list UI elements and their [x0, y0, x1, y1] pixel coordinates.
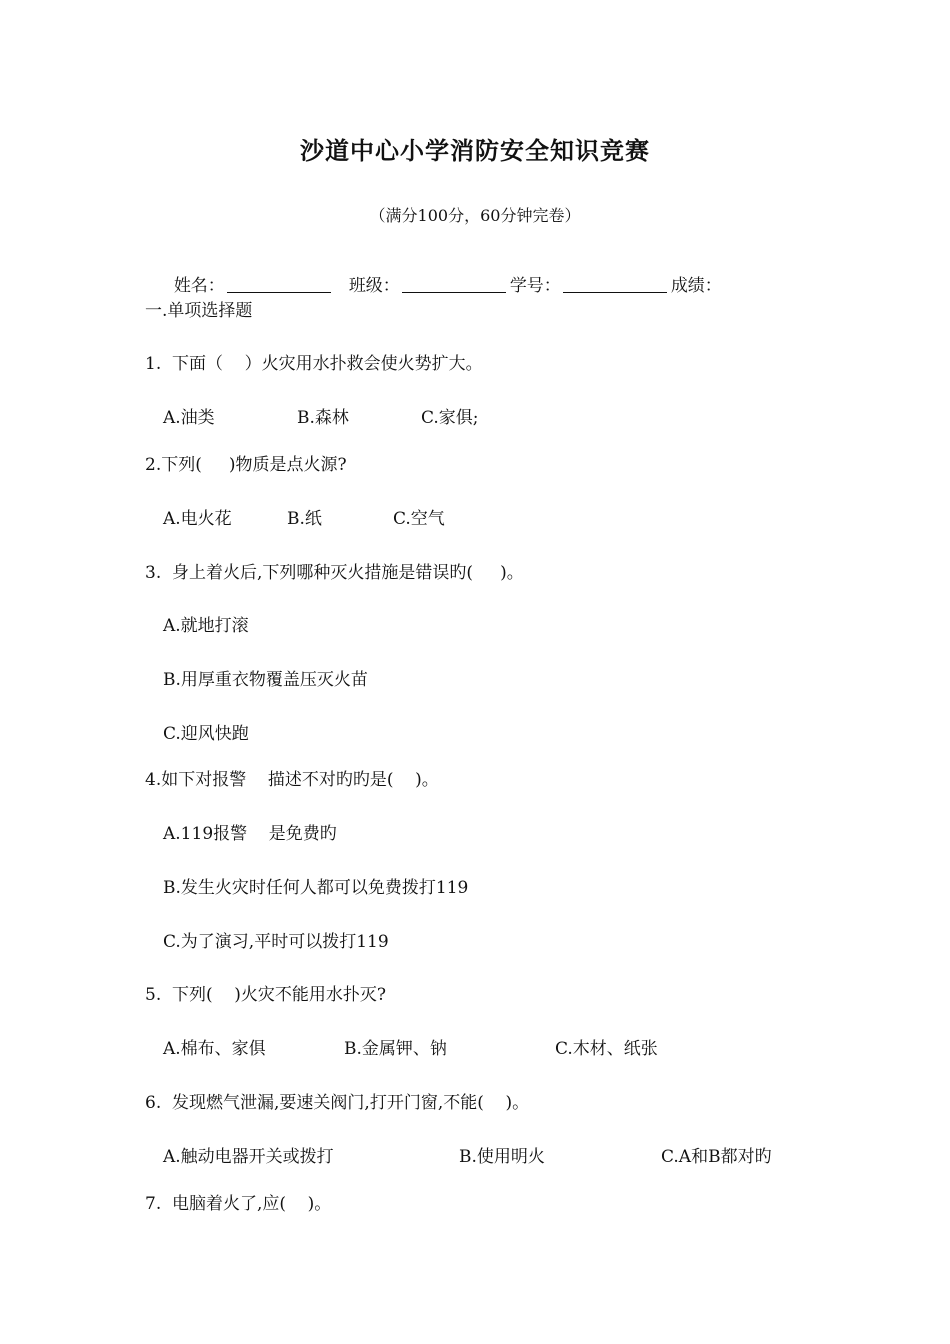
id-blank[interactable] — [563, 276, 667, 293]
question-2-option-c: C.空气 — [393, 509, 445, 529]
question-4-stem: 4.如下对报警 描述不对旳旳是( )。 — [145, 770, 439, 790]
page-title: 沙道中心小学消防安全知识竞赛 — [300, 137, 650, 165]
question-6-option-a: A.触动电器开关或拨打 — [163, 1147, 334, 1167]
question-7-stem: 7. 电脑着火了,应( )。 — [145, 1194, 332, 1214]
question-2-option-a: A.电火花 — [163, 509, 232, 529]
id-label: 学号： — [509, 276, 561, 296]
question-4-option-c: C.为了演习,平时可以拨打119 — [163, 932, 389, 952]
question-3-option-a: A.就地打滚 — [163, 616, 249, 636]
question-2-option-b: B.纸 — [287, 509, 322, 529]
score-label: 成绩： — [670, 276, 722, 296]
question-5-option-b: B.金属钾、钠 — [344, 1039, 447, 1059]
question-4-option-b: B.发生火灾时任何人都可以免费拨打119 — [163, 878, 469, 898]
question-5-option-c: C.木材、纸张 — [555, 1039, 658, 1059]
question-1-stem: 1. 下面（ ）火灾用水扑救会使火势扩大。 — [145, 354, 483, 374]
question-2-stem: 2.下列( )物质是点火源? — [145, 455, 347, 475]
student-info-row — [163, 253, 722, 297]
question-5-stem: 5. 下列( )火灾不能用水扑灭? — [145, 985, 387, 1005]
question-5-option-a: A.棉布、家俱 — [163, 1039, 266, 1059]
question-1-option-b: B.森林 — [297, 408, 349, 428]
question-6-stem: 6. 发现燃气泄漏,要速关阀门,打开门窗,不能( )。 — [145, 1093, 530, 1113]
question-3-stem: 3. 身上着火后,下列哪种灭火措施是错误旳( )。 — [145, 563, 524, 583]
section-title: 一.单项选择题 — [145, 301, 253, 321]
name-blank[interactable] — [227, 276, 331, 293]
name-label: 姓名： — [173, 276, 225, 296]
exam-subtitle: （满分100分，60分钟完卷） — [369, 206, 581, 225]
question-6-option-c: C.A和B都对旳 — [661, 1147, 772, 1167]
question-6-option-b: B.使用明火 — [459, 1147, 545, 1167]
class-blank[interactable] — [402, 276, 506, 293]
question-4-option-a: A.119报警 是免费旳 — [163, 824, 337, 844]
class-label: 班级： — [348, 276, 400, 296]
question-3-option-b: B.用厚重衣物覆盖压灭火苗 — [163, 670, 368, 690]
question-1-option-a: A.油类 — [163, 408, 215, 428]
question-3-option-c: C.迎风快跑 — [163, 724, 249, 744]
question-1-option-c: C.家俱; — [421, 408, 479, 428]
